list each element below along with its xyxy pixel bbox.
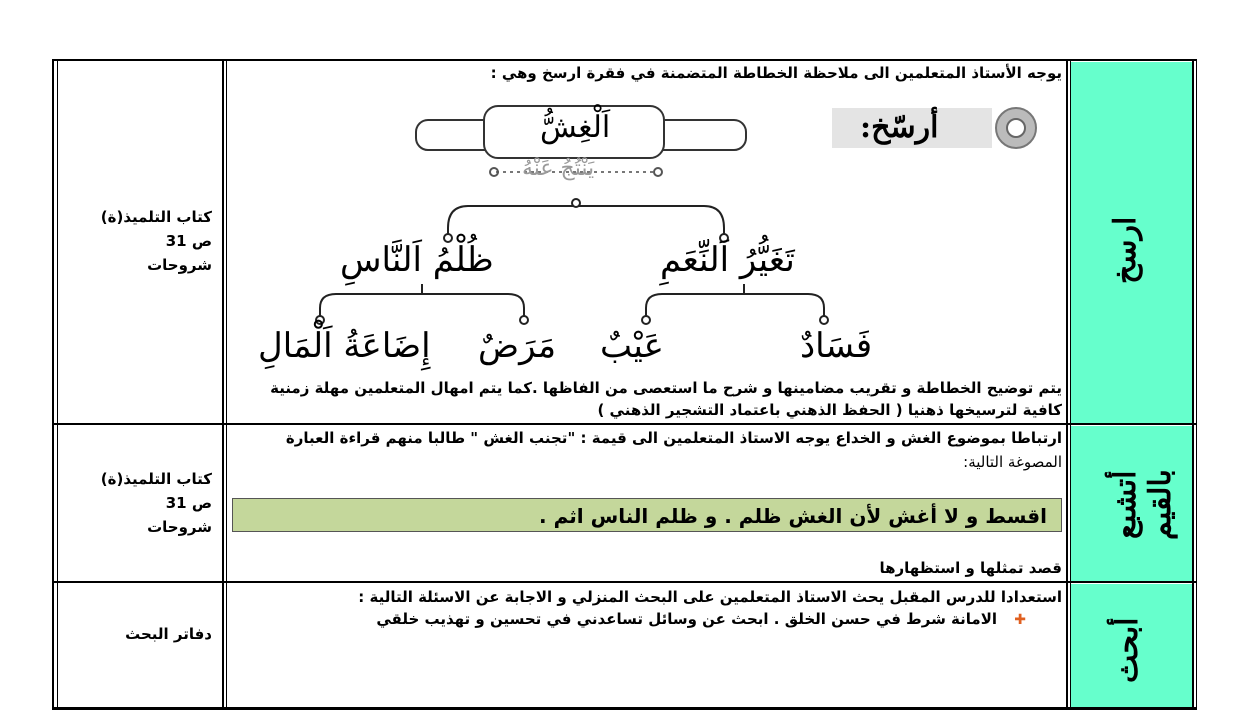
table-border-right	[1192, 59, 1194, 710]
resource-textbook: كتاب التلميذ(ة)	[100, 470, 212, 488]
diagram-branch-left: ظُلْمُ اَلنَّاسِ	[340, 240, 494, 280]
diagram-leaf-disease: مَرَضٌ	[478, 326, 557, 366]
resource-page: ص 31	[165, 494, 212, 512]
table-border-left	[52, 59, 54, 710]
resource-textbook: كتاب التلميذ(ة)	[100, 208, 212, 226]
row-separator-1	[52, 423, 1196, 425]
row-separator-2	[52, 581, 1196, 583]
diagram-badge: أرسّخ:	[860, 110, 939, 145]
row2-text-line1: ارتباطا بموضوع الغش و الخداع يوجه الاستاذ المتعلمين الى قيمة : "تجنب الغش " طالبا منهم قراءة العبارة	[285, 429, 1062, 447]
row3-bullet	[236, 609, 1026, 630]
resource-explanations: شروحات	[147, 518, 212, 536]
table-border-right-outer	[1196, 59, 1197, 710]
section-label-values: أتشبع بالقيم	[1108, 469, 1178, 541]
diagram-right-branch	[646, 294, 824, 316]
resource-explanations: شروحات	[147, 256, 212, 274]
row3-bullet-text: الامانة شرط في حسن الخلق . ابحث عن وسائل تساعدني في تحسين و تهذيب خلقي	[376, 610, 998, 628]
table-divider-2b	[1070, 59, 1071, 710]
diagram-sub: يَنْتُجُ عَنْهُ	[522, 156, 595, 181]
row3-text-line1: استعدادا للدرس المقبل يحث الاستاذ المتعلمين على البحث المنزلي و الاجابة عن الاسئلة التالية :	[358, 588, 1062, 606]
resources-row-3	[60, 622, 212, 646]
diagram-leaf-waste: إِضَاعَةُ اَلْمَالِ	[258, 326, 431, 366]
section-label-research: أبحث	[1110, 617, 1145, 683]
row2-text-line2: المصوغة التالية:	[963, 453, 1062, 471]
row1-intro: يوجه الأستاذ المتعلمين الى ملاحظة الخطاطة المتضمنة في فقرة ارسخ وهي :	[490, 64, 1062, 82]
section-label-consolidate: ارسخ	[1108, 216, 1143, 284]
table-divider-2	[1066, 59, 1068, 710]
bullet-arrow-icon: ✚	[1014, 612, 1026, 628]
diagram-main-branch	[448, 206, 724, 236]
row1-note-line2: كافية لترسيخها ذهنيا ( الحفظ الذهني باعتماد التشجير الذهني )	[597, 401, 1062, 419]
values-quote-box: اقسط و لا أغش لأن الغش ظلم . و ظلم الناس اثم .	[232, 498, 1062, 532]
diagram-root: اَلْغِشُّ	[540, 110, 611, 145]
table-divider-1b	[226, 59, 227, 710]
resource-page: ص 31	[165, 232, 212, 250]
resources-row-2	[60, 467, 212, 539]
diagram-leaf-corruption: فَسَادٌ	[800, 326, 873, 366]
row1-note-line1: يتم توضيح الخطاطة و تقريب مضامينها و شرح ما استعصى من الفاظها .كما يتم امهال المتعلمين مهلة زمنية	[270, 379, 1062, 397]
table-border-left-inner	[57, 59, 58, 710]
row2-footer: قصد تمثلها و استظهارها	[879, 559, 1062, 577]
resources-row-1	[60, 205, 212, 277]
resource-research-notebooks: دفاتر البحث	[125, 625, 212, 643]
diagram-left-branch	[320, 294, 524, 316]
table-divider-1	[222, 59, 224, 710]
diagram-branch-right: تَغَيُّرُ اَلنِّعَمِ	[660, 240, 795, 280]
diagram-leaf-flaw: عَيْبٌ	[600, 326, 664, 366]
